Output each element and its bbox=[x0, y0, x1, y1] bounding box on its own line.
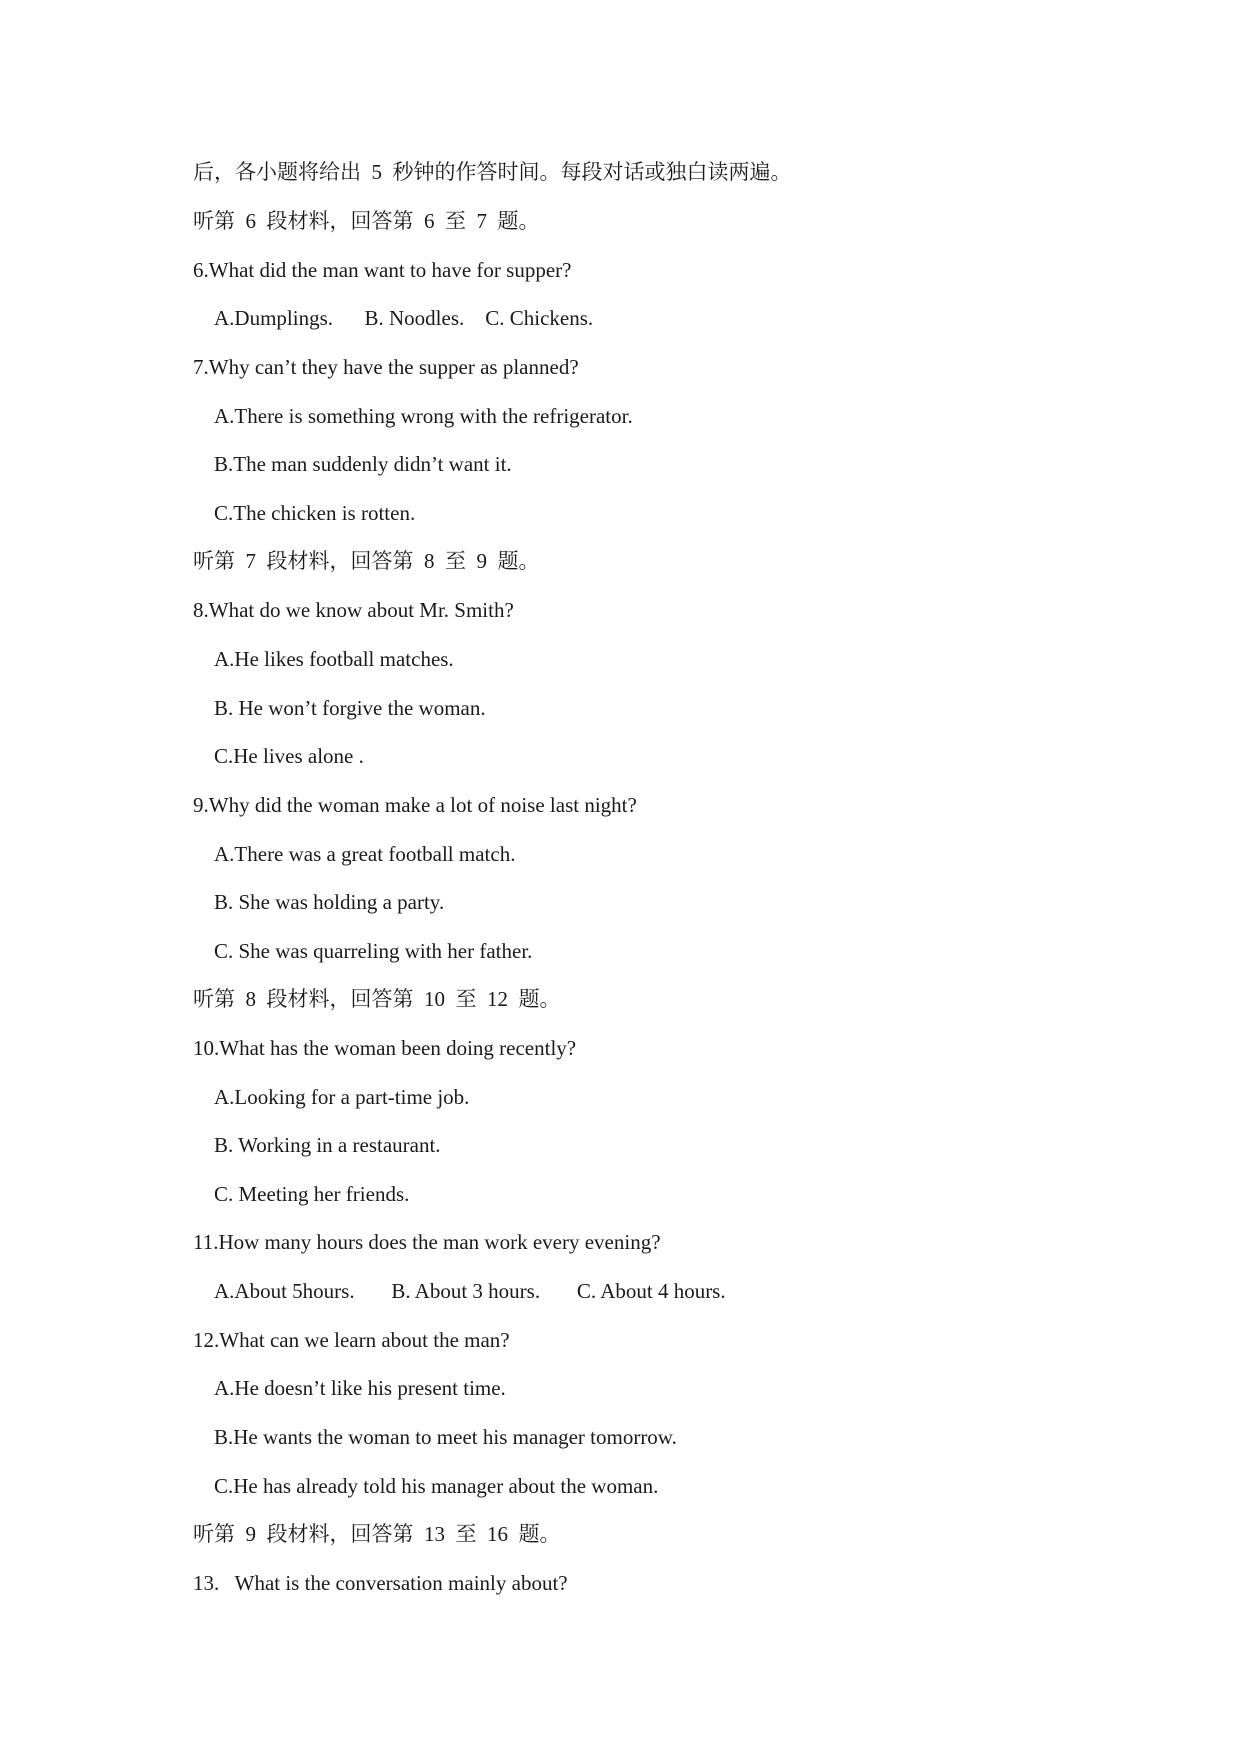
question-7: 7.Why can’t they have the supper as planned? bbox=[193, 355, 579, 379]
question-12-option-c: C.He has already told his manager about the woman. bbox=[214, 1474, 659, 1498]
question-8: 8.What do we know about Mr. Smith? bbox=[193, 598, 514, 622]
question-7-option-b: B.The man suddenly didn’t want it. bbox=[214, 452, 512, 476]
instruction-line: 后，各小题将给出 5 秒钟的作答时间。每段对话或独白读两遍。 bbox=[193, 160, 792, 184]
question-11: 11.How many hours does the man work every evening? bbox=[193, 1230, 661, 1254]
question-12-option-b: B.He wants the woman to meet his manager tomorrow. bbox=[214, 1425, 677, 1449]
question-6-options: A.Dumplings. B. Noodles. C. Chickens. bbox=[214, 306, 594, 330]
question-11-options: A.About 5hours. B. About 3 hours. C. About 4 hours. bbox=[214, 1279, 726, 1303]
section-heading: 听第 7 段材料，回答第 8 至 9 题。 bbox=[193, 549, 540, 573]
question-10: 10.What has the woman been doing recently? bbox=[193, 1036, 577, 1060]
question-9-option-b: B. She was holding a party. bbox=[214, 890, 445, 914]
question-6: 6.What did the man want to have for supper? bbox=[193, 258, 572, 282]
question-12: 12.What can we learn about the man? bbox=[193, 1328, 510, 1352]
question-10-option-b: B. Working in a restaurant. bbox=[214, 1133, 441, 1157]
question-7-option-a: A.There is something wrong with the refrigerator. bbox=[214, 404, 633, 428]
question-7-option-c: C.The chicken is rotten. bbox=[214, 501, 416, 525]
question-9-option-a: A.There was a great football match. bbox=[214, 842, 516, 866]
question-9-option-c: C. She was quarreling with her father. bbox=[214, 939, 533, 963]
question-12-option-a: A.He doesn’t like his present time. bbox=[214, 1376, 506, 1400]
question-8-option-a: A.He likes football matches. bbox=[214, 647, 454, 671]
question-10-option-c: C. Meeting her friends. bbox=[214, 1182, 410, 1206]
section-heading: 听第 9 段材料，回答第 13 至 16 题。 bbox=[193, 1522, 561, 1546]
section-heading: 听第 8 段材料，回答第 10 至 12 题。 bbox=[193, 987, 561, 1011]
question-8-option-c: C.He lives alone . bbox=[214, 744, 364, 768]
question-10-option-a: A.Looking for a part-time job. bbox=[214, 1085, 470, 1109]
question-13: 13. What is the conversation mainly about? bbox=[193, 1571, 568, 1595]
question-9: 9.Why did the woman make a lot of noise last night? bbox=[193, 793, 637, 817]
section-heading: 听第 6 段材料，回答第 6 至 7 题。 bbox=[193, 209, 540, 233]
question-8-option-b: B. He won’t forgive the woman. bbox=[214, 696, 486, 720]
